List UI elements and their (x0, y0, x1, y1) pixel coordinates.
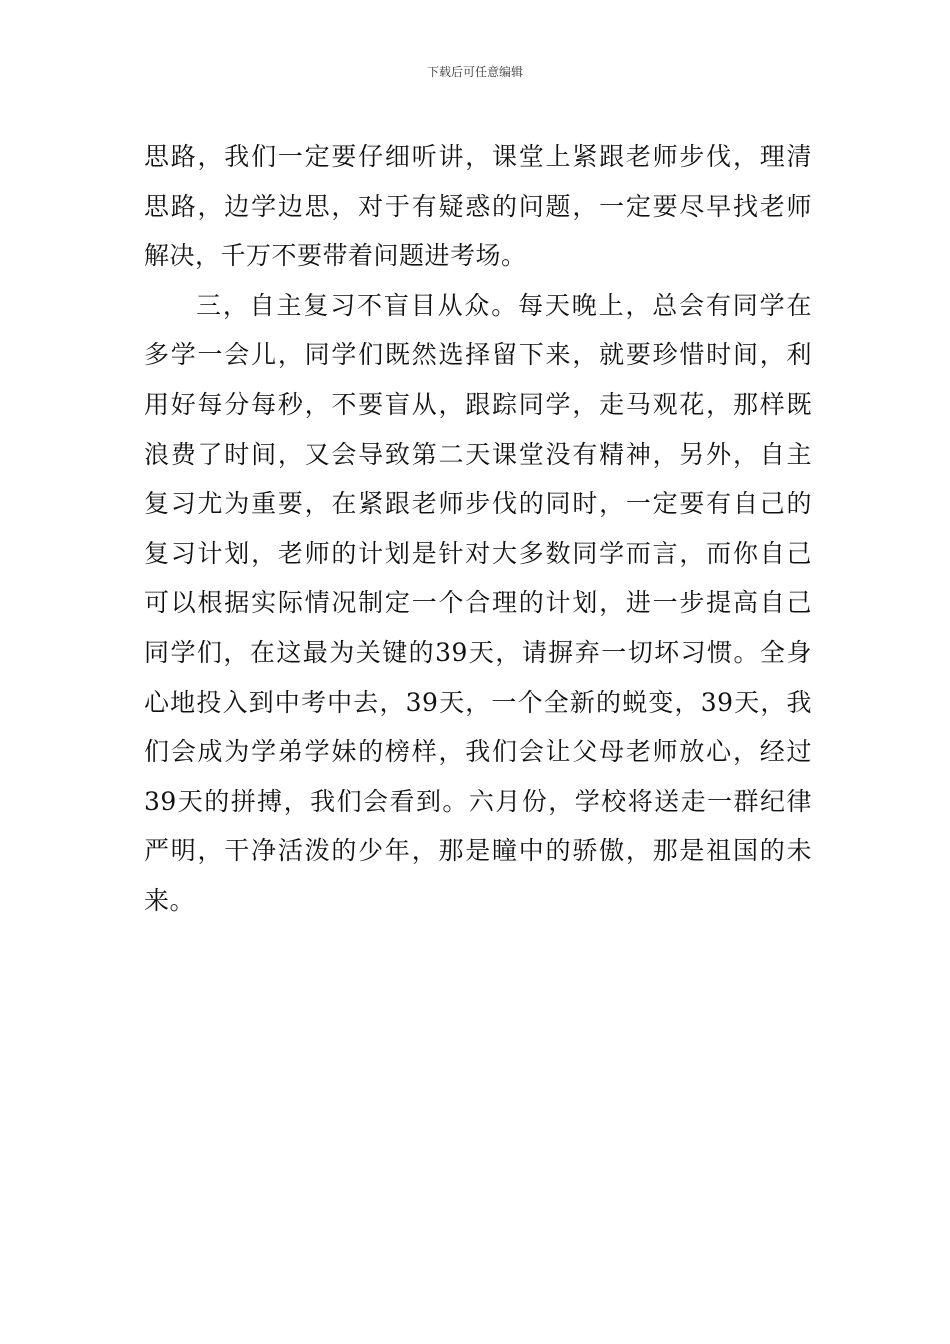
text-line: 严明，干净活泼的少年，那是瞳中的骄傲，那是祖国的未 (144, 836, 812, 866)
text-line: 来。 (144, 885, 196, 915)
text-line: 同学们，在这最为关键的39天，请摒弃一切坏习惯。全身 (144, 637, 812, 667)
text-line: 多学一会儿，同学们既然选择留下来，就要珍惜时间，利 (144, 340, 812, 370)
text-line: 可以根据实际情况制定一个合理的计划，进一步提高自己 (144, 588, 812, 618)
text-line: 浪费了时间，又会导致第二天课堂没有精神，另外，自主 (144, 439, 812, 469)
text-line: 思路，我们一定要仔细听讲，课堂上紧跟老师步伐，理清 (144, 142, 812, 171)
text-line: 复习尤为重要，在紧跟老师步伐的同时，一定要有自己的 (144, 489, 812, 519)
paragraph-start-line: 三，自主复习不盲目从众。每天晚上，总会有同学在 (196, 290, 812, 320)
text-line: 39天的拼搏，我们会看到。六月份，学校将送走一群纪律 (144, 786, 812, 816)
text-line: 解决，千万不要带着问题进考场。 (144, 241, 527, 271)
text-line: 思路，边学边思，对于有疑惑的问题，一定要尽早找老师 (144, 191, 812, 221)
document-body (144, 132, 812, 926)
text-line: 们会成为学弟学妹的榜样，我们会让父母老师放心，经过 (144, 737, 812, 767)
text-line: 复习计划，老师的计划是针对大多数同学而言，而你自己 (144, 538, 812, 568)
text-line: 心地投入到中考中去，39天，一个全新的蜕变，39天，我 (144, 687, 812, 717)
text-line: 用好每分每秒，不要盲从，跟踪同学，走马观花，那样既 (144, 389, 812, 419)
page-header: 下载后可任意编辑 (426, 65, 523, 79)
